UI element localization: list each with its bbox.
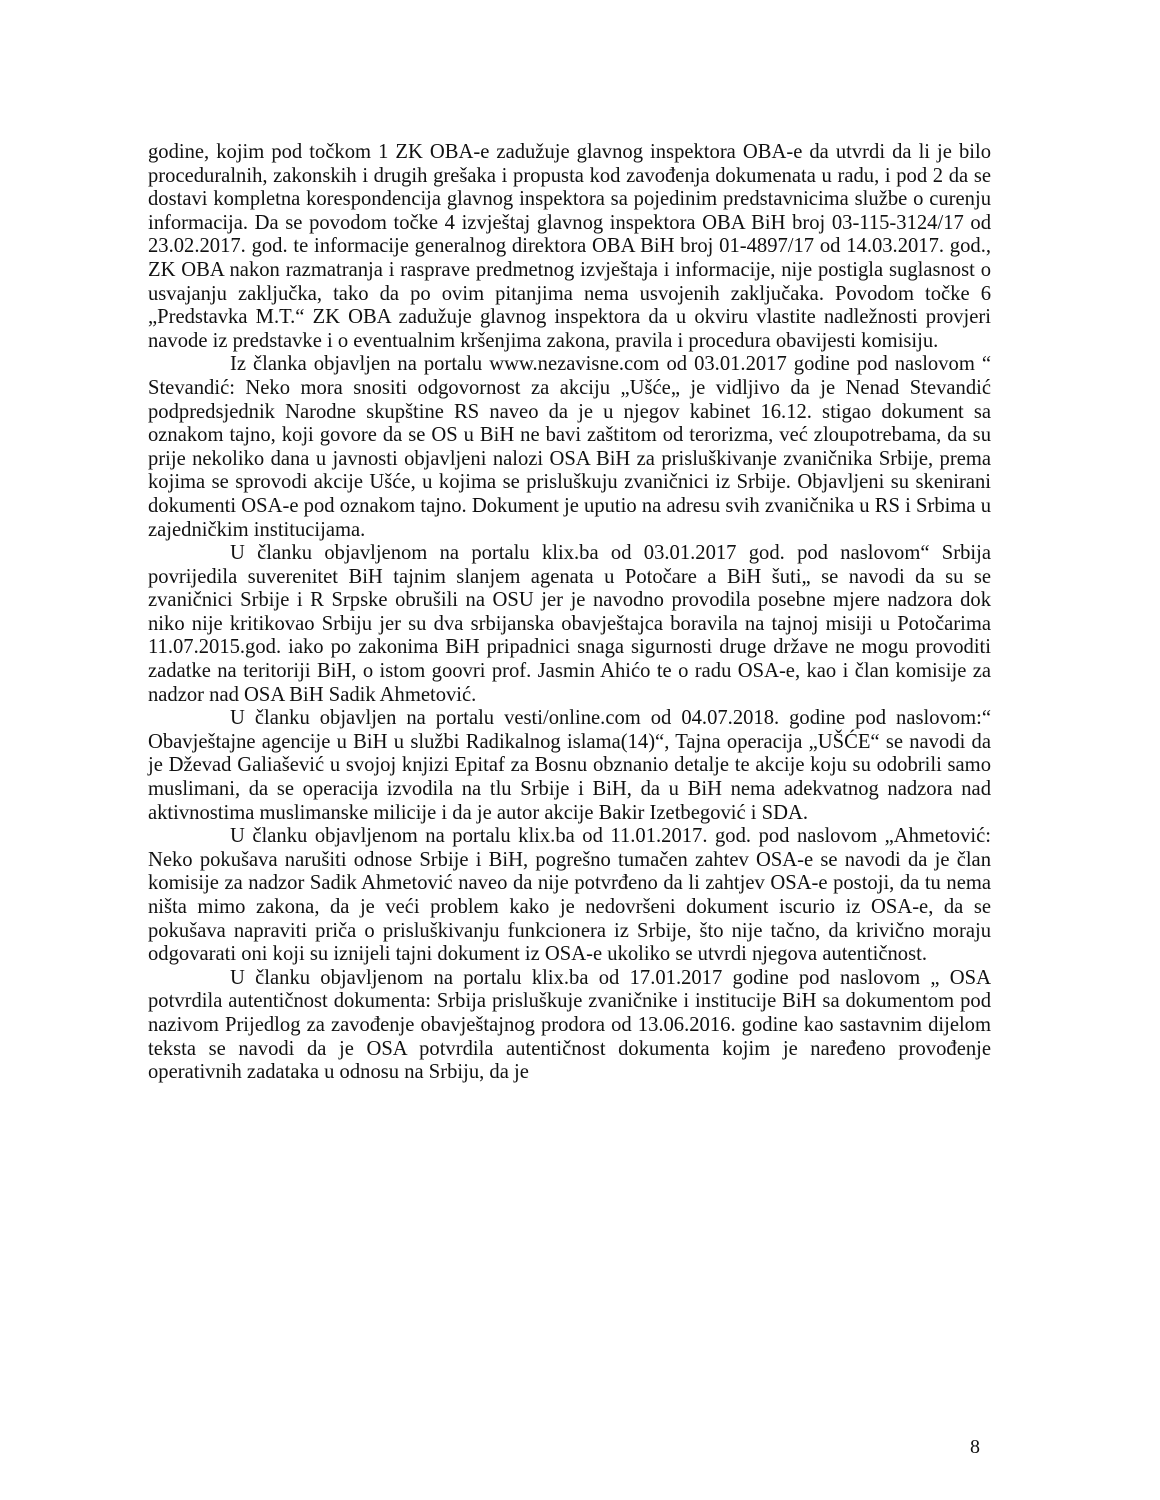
paragraph-5: U članku objavljenom na portalu klix.ba od 11.01.2017. god. pod naslovom „Ahmetović: Neko pokušava narušiti odnose Srbije i BiH, pogrešno tumačen zahtev OSA-e se navodi da je član komisije za nadzor Sadik Ahmetović naveo da nije potvrđeno da li zahtjev OSA-e postoji, da tu nema ništa mimo zakona, da je veći problem kako je nedovršeni dokument iscurio iz OSA-e, da se pokušava napraviti priča o prisluškivanju funkcionera iz Srbije, što nije tačno, da krivično moraju odgovarati oni koji su iznijeli tajni dokument iz OSA-e ukoliko se utvrdi njegova autentičnost.: [148, 825, 991, 966]
paragraph-1: godine, kojim pod točkom 1 ZK OBA-e zadužuje glavnog inspektora OBA-e da utvrdi da li je bilo proceduralnih, zakonskih i drugih grešaka i propusta kod zavođenja dokumenata u radu, i pod 2 da se dostavi kompletna korespondencija glavnog inspektora sa pojedinim predstavnicima službe o curenju informacija. Da se povodom točke 4 izvještaj glavnog inspektora OBA BiH broj 03-115-3124/17 od 23.02.2017. god. te informacije generalnog direktora OBA BiH broj 01-4897/17 od 14.03.2017. god., ZK OBA nakon razmatranja i rasprave predmetnog izvještaja i informacije, nije postigla suglasnost o usvajanju zaključka, tako da po ovim pitanjima nema usvojenih zaključaka. Povodom točke 6 „Predstavka M.T.“ ZK OBA zadužuje glavnog inspektora da u okviru vlastite nadležnosti provjeri navode iz predstavke i o eventualnim kršenjima zakona, pravila i procedura obavijesti komisiju.: [148, 141, 991, 352]
document-body: [148, 141, 991, 1085]
paragraph-3: U članku objavljenom na portalu klix.ba od 03.01.2017 god. pod naslovom“ Srbija povrijedila suverenitet BiH tajnim slanjem agenata u Potočare a BiH šuti„ se navodi da su se zvaničnici Srbije i R Srpske obrušili na OSU jer je navodno provodila posebne mjere nadzora dok niko nije kritikovao Srbiju jer su dva srbijanska obavještajca boravila na tajnoj misiji u Potočarima 11.07.2015.god. iako po zakonima BiH pripadnici snaga sigurnosti druge države ne mogu provoditi zadatke na teritoriji BiH, o istom goovri prof. Jasmin Ahićo te o radu OSA-e, kao i član komisije za nadzor nad OSA BiH Sadik Ahmetović.: [148, 542, 991, 706]
paragraph-4: U članku objavljen na portalu vesti/online.com od 04.07.2018. godine pod naslovom:“ Obavještajne agencije u BiH u službi Radikalnog islama(14)“, Tajna operacija „UŠĆE“ se navodi da je Dževad Galiašević u svojoj knjizi Epitaf za Bosnu obznanio detalje te akcije koju su odobrili samo muslimani, da se operacija izvodila na tlu Srbije i BiH, da u BiH nema adekvatnog nadzora nad aktivnostima muslimanske milicije i da je autor akcije Bakir Izetbegović i SDA.: [148, 707, 991, 824]
paragraph-6: U članku objavljenom na portalu klix.ba od 17.01.2017 godine pod naslovom „ OSA potvrdila autentičnost dokumenta: Srbija prisluškuje zvaničnike i institucije BiH sa dokumentom pod nazivom Prijedlog za zavođenje obavještajnog prodora od 13.06.2016. godine kao sastavnim dijelom teksta se navodi da je OSA potvrdila autentičnost dokumenta kojim je naređeno provođenje operativnih zadataka u odnosu na Srbiju, da je: [148, 966, 991, 1084]
page-number: 8: [970, 1436, 980, 1458]
paragraph-2: Iz članka objavljen na portalu www.nezavisne.com od 03.01.2017 godine pod naslovom “ Stevandić: Neko mora snositi odgovornost za akciju „Ušće„ je vidljivo da je Nenad Stevandić podpredsjednik Narodne skupštine RS naveo da je u njegov kabinet 16.12. stigao dokument sa oznakom tajno, koji govore da se OS u BiH ne bavi zaštitom od terorizma, već zloupotrebama, da su prije nekoliko dana u javnosti objavljeni nalozi OSA BiH za prisluškivanje zvaničnika Srbije, prema kojima se sprovodi akcije Ušće, u kojima se prisluškuju zvaničnici iz Srbije. Objavljeni su skenirani dokumenti OSA-e pod oznakom tajno. Dokument je uputio na adresu svih zvaničnika u RS i Srbima u zajedničkim institucijama.: [148, 353, 991, 541]
